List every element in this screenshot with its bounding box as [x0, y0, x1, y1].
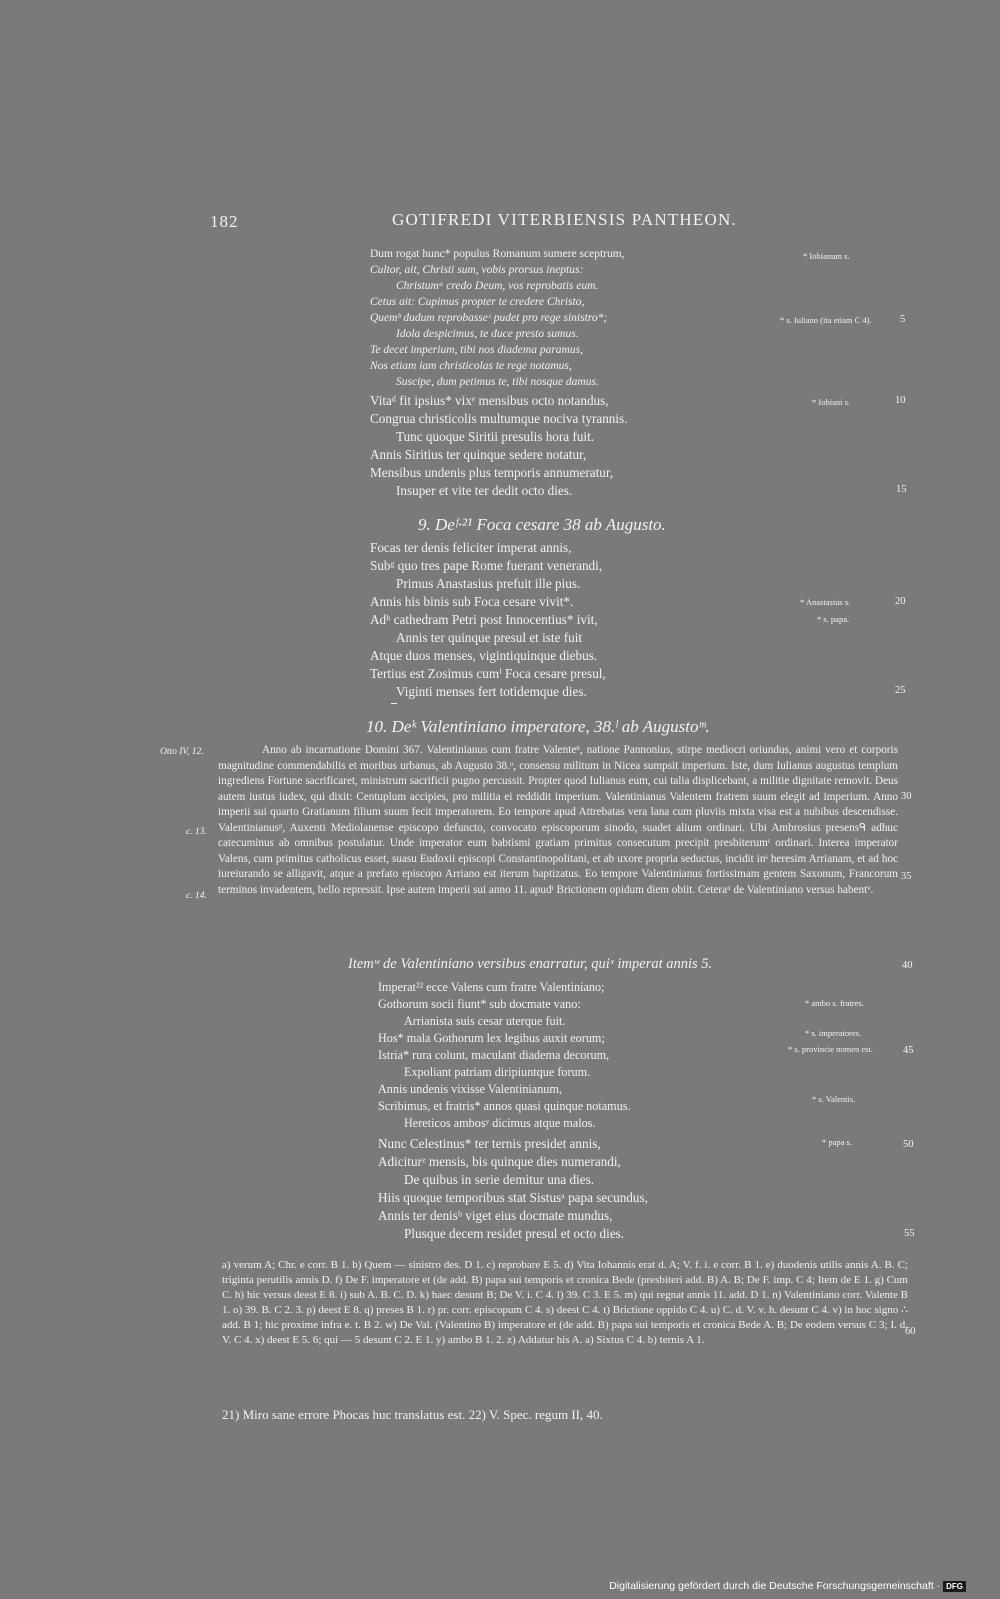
margin-note: * Iobiani s.: [812, 397, 851, 407]
verse-line: De quibus in serie demitur una dies.: [404, 1172, 595, 1187]
margin-note: * s. papa.: [817, 614, 850, 624]
page-number: 182: [210, 212, 239, 231]
margin-note: * Iobianum s.: [803, 251, 850, 261]
verse-line: Insuper et vite ter dedit octo dies.: [396, 483, 573, 498]
verse-line: Christumᵃ credo Deum, vos reprobatis eum.: [396, 280, 599, 292]
verse-line: Nos etiam iam christicolas te rege notamus,: [370, 360, 572, 372]
verse-line: Quemᵇ dudum reprobasseᶜ pudet pro rege sinistro*;: [370, 312, 608, 324]
verse-line: Annis ter denisᵇ viget eius docmate mundus,: [378, 1208, 613, 1223]
verse-line: Adʰ cathedram Petri post Innocentius* ivit,: [370, 612, 598, 627]
line-number: 60: [905, 1326, 916, 1337]
heading-text: 9. Deᶠ·²¹ Foca cesare 38 ab Augusto.: [418, 515, 666, 534]
line-number: 20: [895, 596, 906, 607]
source-reference: Otto IV, 12.: [160, 747, 204, 757]
line-number: 40: [902, 960, 913, 971]
line-number: 50: [903, 1139, 914, 1150]
verse-line: Annis Siritius ter quinque sedere notatur,: [370, 447, 587, 462]
verse-line: Subᵍ quo tres pape Rome fuerant venerandi,: [370, 558, 603, 573]
line-number: 5: [900, 314, 906, 325]
verse-line: Tunc quoque Siritii presulis hora fuit.: [396, 429, 595, 444]
verse-line: Gothorum socii fiunt* sub docmate vano:: [378, 997, 581, 1011]
margin-note: * Anastasius s.: [800, 597, 851, 607]
section-heading-item: [348, 956, 712, 973]
verse-line: Viginti menses fert totidemque dies.: [396, 684, 587, 699]
margin-note: * s. imperatores.: [805, 1028, 862, 1038]
verse-line: Te decet imperium, tibi nos diadema paramus,: [370, 344, 583, 356]
editorial-notes: 21) Miro sane errore Phocas huc translatus est. 22) V. Spec. regum II, 40.: [222, 1407, 603, 1422]
verse-line: Suscipe, dum petimus te, tibi nosque damus.: [396, 376, 599, 388]
divider-mark: [391, 703, 397, 704]
verse-line: Primus Anastasius prefuit ille pius.: [396, 576, 581, 591]
verse-line: Annis ter quinque presul et iste fuit: [396, 630, 583, 645]
margin-note: * ambo s. fratres.: [805, 998, 864, 1008]
margin-note: * s. Iuliano (ita etiam C 4).: [780, 315, 872, 325]
line-number: 35: [901, 871, 912, 882]
verse-line: Istria* rura colunt, maculant diadema decorum,: [378, 1048, 610, 1062]
verse-line: Annis his binis sub Foca cesare vivit*.: [370, 594, 574, 609]
source-reference: c. 13.: [186, 827, 207, 837]
line-number: 25: [895, 685, 906, 696]
margin-note: * papa s.: [822, 1137, 852, 1147]
verse-line: Vitaᵈ fit ipsius* vixᵉ mensibus octo notandus,: [370, 393, 609, 408]
line-number: 30: [901, 791, 912, 802]
dfg-logo: DFG: [943, 1581, 966, 1592]
heading-text: Itemʷ de Valentiniano versibus enarratur, quiˣ imperat annis 5.: [348, 956, 713, 972]
line-number: 45: [903, 1045, 914, 1056]
verse-line: Tertius est Zosimus cumⁱ Foca cesare presul,: [370, 666, 606, 681]
footer-text: Digitalisierung gefördert durch die Deutsche Forschungsgemeinschaft ·: [609, 1580, 941, 1592]
verse-line: Expoliant patriam diripiuntque forum.: [404, 1065, 591, 1079]
source-reference: c. 14.: [186, 891, 207, 901]
critical-apparatus: a) verum A; Chr. e corr. B 1. b) Quem — sinistro des. D 1. c) reprobare E 5. d) Vita Iohannis erat d. A; V. f. i. e corr. B 1. e) duodenis utilis annis A. B. C; triginta perutilis annis D. f) De F. imperatore et (de add. B) papa sui temporis et cronica Bede (presbiteri add. B) A. B; De F. imp. C 4; Item de E 1. g) Cum C. h) hic versus deest E 8. i) sub A. B. C. D. k) haec desunt B; De V. i. C 4. l) 39. C 3. E 5. m) qui regnat annis 11. add. D 1. n) Valentiniano corr. Valente B 1. o) 39. B. C 2. 3. p) deest E 8. q) preses B 1. r) pr. corr. episcopum C 4. s) deest C 4. t) Brictione oppido C 4. u) C. d. V. v. h. desunt C 4. v) in hoc signo ∴ add. B 1; hic proxime infra e. t. B 2. w) De Val. (Valentino B) imperatore et (de add. B) papa sui temporis et cronica Bede A. B; De eodem versus C 3; I. d. V. C 4. x) deest E 5. 6; qui — 5 desunt C 2. E 1. y) ambo B 1. 2. z) Addatur his A. a) Sixtus C 4. b) ternis A 1.: [222, 1259, 908, 1346]
margin-note: * s. Valentis.: [812, 1094, 856, 1104]
line-number: 10: [895, 395, 906, 406]
verse-line: Arrianista suis cesar uterque fuit.: [404, 1014, 566, 1028]
verse-line: Congrua christicolis multumque nociva tyrannis.: [370, 411, 628, 426]
prose-paragraph: Anno ab incarnatione Domini 367. Valentinianus cum fratre Valenteⁿ, natione Pannonius, stirpe mediocri oriundus, animi vero et corporis magnitudine commendabilis et moribus urbanus, ab Augusto 38.ᵒ, consensu militum in Nicea sumpsit imperium. Iste, dum Iulianus augustus templum ingrediens Fortune sacrificaret, ministrum sacrificii pugno percussit. Propter quod Iulianus eum, cui talia displicebant, a militie dignitate removit. Deus autem iustus iudex, qui dixit: Centuplum accipies, pro militia ei reddidit imperium. Valentinianus Valentem fratrem suum elegit ad imperium. Anno imperii sui quarto Gratianum filium suum fecit imperatorem. Eo tempore apud Attrebatas vera lana cum pluviis mixta visa est a nubibus descendisse. Valentinianusᵖ, Auxenti Mediolanense episcopo defuncto, convocato episcoporum sinodo, suadet alium ordinari. Ubi Ambrosius presensᑫ adhuc catecuminus ab omnibus postulatur. Unde imperator eum babtismi gratiam primitus consecutum precipit presbiterumʳ ordinari. Interea imperator Valens, cum primitus catholicus esset, suasu Eudoxii episcopi Constantinopolitani, et ab uxore propria seductus, incidit inˢ heresim Arrianam, et ad hoc iureiurando se alligavit, atque a prefato episcopo Arriano est iterum baptizatus. Eo tempore Valentinianus fortissimam gentem Saxonum, Francorum terminos invadentem, bello repressit. Ipse autem imperii sui anno 11. apudᵗ Brictionem opidum diem obiit. Ceteraᵘ de Valentiniano versus habentᵛ.: [218, 744, 898, 896]
verse-line: Mensibus undenis plus temporis annumeratur,: [370, 465, 614, 480]
section-heading-9: [418, 515, 666, 535]
digitization-footer: [609, 1580, 966, 1592]
line-number: 15: [896, 484, 907, 495]
verse-line: Plusque decem residet presul et octo dies.: [404, 1226, 625, 1241]
verse-line: Scribimus, et fratris* annos quasi quinque notamus.: [378, 1099, 631, 1113]
verse-line: Imperat²² ecce Valens cum fratre Valentiniano;: [378, 980, 605, 994]
verse-line: Atque duos menses, vigintiquinque diebus.: [370, 648, 598, 663]
verse-line: Dum rogat hunc* populus Romanum sumere sceptrum,: [370, 248, 625, 260]
verse-line: Adiciturᶻ mensis, bis quinque dies numerandi,: [378, 1154, 621, 1169]
line-number: 55: [904, 1228, 915, 1239]
verse-line: Hiis quoque temporibus stat Sistusᵃ papa secundus,: [378, 1190, 648, 1205]
verse-line: Annis undenis vixisse Valentinianum,: [378, 1082, 562, 1096]
heading-text: 10. Deᵏ Valentiniano imperatore, 38.ˡ ab Augustoᵐ.: [366, 717, 710, 736]
margin-note: * s. provincie nomen est.: [788, 1044, 873, 1054]
verse-line: Cetus ait: Cupimus propter te credere Christo,: [370, 296, 585, 308]
verse-line: Hos* mala Gothorum lex legibus auxit eorum;: [378, 1031, 605, 1045]
running-title: GOTIFREDI VITERBIENSIS PANTHEON.: [392, 210, 737, 229]
section-heading-10: [366, 717, 710, 737]
verse-line: Nunc Celestinus* ter ternis presidet annis,: [378, 1136, 601, 1151]
verse-line: Idola despicimus, te duce presto sumus.: [396, 328, 579, 340]
verse-line: Hereticos ambosʸ dicimus atque malos.: [404, 1116, 596, 1130]
verse-line: Cultor, ait, Christi sum, vobis prorsus ineptus:: [370, 264, 584, 276]
verse-line: Focas ter denis feliciter imperat annis,: [370, 540, 572, 555]
